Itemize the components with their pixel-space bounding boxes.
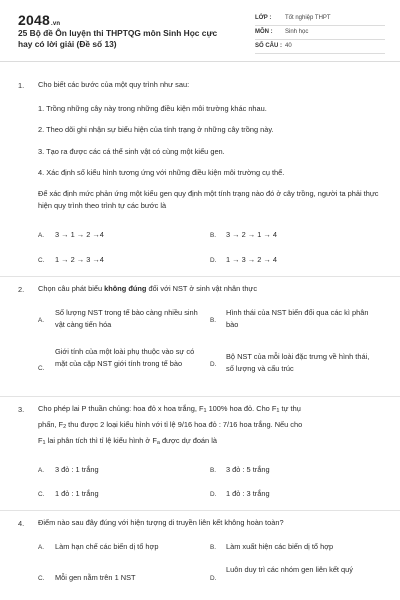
question-number: 4. bbox=[18, 519, 25, 528]
step-2: 2. Theo dõi ghi nhận sự biểu hiện của tính trạng ở những cây trồng này. bbox=[38, 125, 274, 134]
stem-part: Cho phép lai P thuần chủng: hoa đỏ x hoa trắng, F bbox=[38, 404, 204, 413]
subscript: 1 bbox=[42, 440, 46, 446]
step-4: 4. Xác định số kiểu hình tương ứng với những điều kiện môi trường cụ thể. bbox=[38, 168, 285, 177]
option-letter: A. bbox=[38, 467, 45, 474]
meta-value: Tốt nghiệp THPT bbox=[285, 15, 331, 21]
stem-part: 100% hoa đỏ. Cho F bbox=[206, 404, 277, 413]
subscript: 2 bbox=[63, 424, 67, 430]
option-letter: B. bbox=[210, 467, 217, 474]
subscript: 1 bbox=[203, 408, 207, 414]
meta-value: Sinh học bbox=[285, 29, 309, 35]
stem-part: thu được 2 loại kiểu hình với tỉ lệ 9/16 hoa đỏ : 7/16 hoa trắng. Nếu cho bbox=[66, 420, 303, 429]
stem-part: lai phân tích thì tỉ lệ kiểu hình ở F bbox=[45, 436, 157, 445]
page-header bbox=[0, 0, 400, 62]
logo-suffix: .vn bbox=[50, 21, 61, 27]
meta-question-count bbox=[255, 40, 385, 54]
question-stem: Điểm nào sau đây đúng với hiện tượng di truyền liên kết không hoàn toàn? bbox=[38, 518, 284, 527]
option-text: Số lượng NST trong tế bào càng nhiều sinh vật càng tiến hóa bbox=[55, 308, 198, 329]
question-instruction: Để xác định mức phản ứng một kiểu gen quy định một tính trạng nào đó ở cây trồng, người ta phải thực hiện quy trình theo trình tự các bước là bbox=[38, 189, 379, 210]
option-letter: A. bbox=[38, 317, 45, 324]
option-letter: A. bbox=[38, 232, 45, 239]
question-stem: Cho biết các bước của một quy trình như sau: bbox=[38, 80, 190, 89]
option-letter: C. bbox=[38, 257, 45, 264]
option-text: Làm hạn chế các biến dị tổ hợp bbox=[55, 542, 159, 551]
question-line-3 bbox=[38, 435, 388, 449]
meta-key: LỚP : bbox=[255, 15, 272, 21]
option-letter: A. bbox=[38, 544, 45, 551]
option-letter: D. bbox=[210, 361, 217, 368]
logo-text: 2048 bbox=[18, 12, 50, 28]
option-text: Hình thái của NST biến đổi qua các kì phân bào bbox=[226, 308, 369, 329]
document-title: 25 Bộ đề Ôn luyện thi THPTQG môn Sinh Học cực hay có lời giải (Đề số 13) bbox=[18, 28, 218, 49]
question-stem bbox=[38, 283, 388, 295]
option-letter: B. bbox=[210, 232, 217, 239]
question-number: 3. bbox=[18, 405, 25, 414]
option-text: 3 đỏ : 5 trắng bbox=[226, 465, 270, 474]
question-divider bbox=[0, 396, 400, 397]
meta-key: MÔN : bbox=[255, 29, 273, 35]
option-text: Luôn duy trì các nhóm gen liên kết quý bbox=[226, 565, 353, 574]
option-text: 3 đỏ : 1 trắng bbox=[55, 465, 99, 474]
meta-class bbox=[255, 12, 385, 26]
option-letter: C. bbox=[38, 365, 45, 372]
option-text: 1 → 2 → 3 →4 bbox=[55, 255, 104, 264]
question-divider bbox=[0, 276, 400, 277]
question-number: 2. bbox=[18, 285, 25, 294]
stem-part: Chọn câu phát biểu bbox=[38, 284, 105, 293]
stem-emphasis: không đúng bbox=[104, 284, 147, 293]
option-letter: C. bbox=[38, 491, 45, 498]
question-line-2 bbox=[38, 419, 388, 433]
option-text: Bộ NST của mỗi loài đặc trưng về hình thái, số lượng và cấu trúc bbox=[226, 352, 370, 373]
stem-part: F bbox=[38, 436, 43, 445]
option-text: 1 đỏ : 1 trắng bbox=[55, 489, 99, 498]
option-letter: D. bbox=[210, 491, 217, 498]
option-text: 3 → 2 → 1 → 4 bbox=[226, 230, 277, 239]
step-3: 3. Tạo ra được các cá thể sinh vật có cùng một kiểu gen. bbox=[38, 147, 225, 156]
stem-part: tự thụ bbox=[279, 404, 301, 413]
option-text: Giới tính của một loài phụ thuộc vào sự có mặt của cặp NST giới tính trong tế bào bbox=[55, 347, 195, 368]
meta-subject bbox=[255, 26, 385, 40]
question-divider bbox=[0, 510, 400, 511]
option-text: Mỗi gen nằm trên 1 NST bbox=[55, 573, 136, 582]
question-number: 1. bbox=[18, 81, 25, 90]
question-line-1 bbox=[38, 403, 388, 417]
option-letter: D. bbox=[210, 575, 217, 582]
option-text: 1 → 3 → 2 → 4 bbox=[226, 255, 277, 264]
option-letter: D. bbox=[210, 257, 217, 264]
option-text: Làm xuất hiện các biến dị tổ hợp bbox=[226, 542, 334, 551]
option-text: 3 → 1 → 2 →4 bbox=[55, 230, 104, 239]
meta-value: 40 bbox=[285, 43, 292, 49]
meta-key: SỐ CÂU : bbox=[255, 43, 282, 49]
subscript: a bbox=[156, 440, 160, 446]
option-letter: C. bbox=[38, 575, 45, 582]
stem-part: phấn, F bbox=[38, 420, 64, 429]
stem-part: được dự đoán là bbox=[159, 436, 217, 445]
document-meta bbox=[255, 12, 385, 54]
option-letter: B. bbox=[210, 544, 217, 551]
step-1: 1. Trồng những cây này trong những điều kiện môi trường khác nhau. bbox=[38, 104, 267, 113]
stem-part: đối với NST ở sinh vật nhân thực bbox=[146, 284, 258, 293]
option-text: 1 đỏ : 3 trắng bbox=[226, 489, 270, 498]
option-letter: B. bbox=[210, 317, 217, 324]
site-logo[interactable] bbox=[18, 12, 60, 28]
subscript: 1 bbox=[276, 408, 280, 414]
